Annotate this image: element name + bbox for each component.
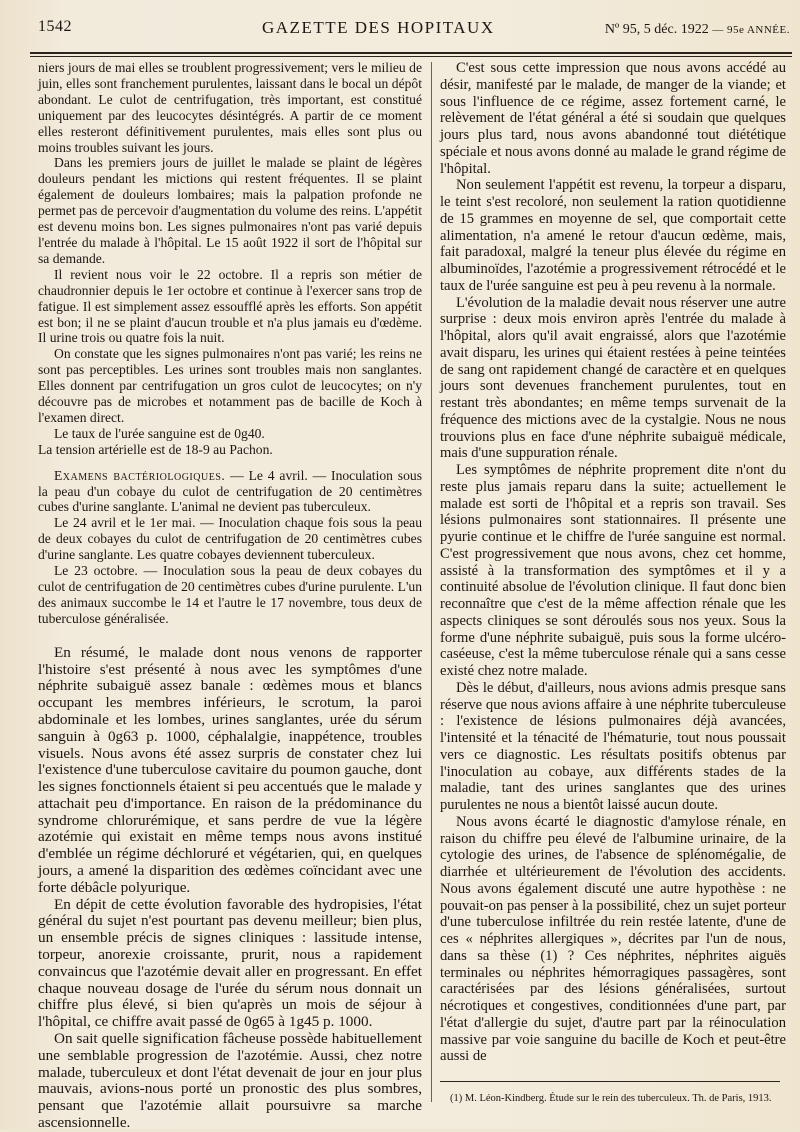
paragraph: Le 23 octobre. — Inoculation sous la peau de deux cobayes du culot de centrifugation de 20 centimètres cubes d'urine purulente. L'un des animaux succombe le 14 et l'autre le 17 novembre, tous deux de tuberculose généralisée. xyxy=(38,563,422,626)
paragraph: L'évolution de la maladie devait nous réserver une autre surprise : deux mois environ après l'entrée du malade à l'hôpital, alors qu'il avait engraissé, alors que l'azotémie avait disparu, les urines qui étaient restées à peine teintées de sang ont rapidement changé de caractère et en quelques jours sont devenues franchement purulentes, tout en restant très abondantes; en même temps survenait de la fréquence des mictions avec de la cystalgie. Nous ne nous trouvions plus en face d'une néphrite subaiguë médicale, mais d'une suppuration rénale. xyxy=(440,294,786,462)
paragraph: Il revient nous voir le 22 octobre. Il a repris son métier de chaudronnier depuis le 1er octobre et continue à l'exercer sans trop de fatigue. Il est simplement assez essoufflé après les efforts. Son appétit est bon; il ne se plaint d'aucun trouble et n'a plus jamais eu d'œdème. Il urine trois ou quatre fois la nuit. xyxy=(38,266,422,346)
paragraph: La tension artérielle est de 18-9 au Pachon. xyxy=(38,441,273,457)
paragraph: Les symptômes de néphrite proprement dite n'ont du reste plus jamais reparu dans la suite; actuellement le malade est sorti de l'hôpital et a repris son travail. Ses lésions pulmonaires sont stationnaires. Il présente une pyurie continue et le chiffre de l'urée sanguine est normal. C'est progressivement que nous avons, chez cet homme, assisté à la transformation des symptômes et il y a continuité absolue de l'évolution clinique. Il faut donc bien reconnaître que c'est de la même affection rénale que les aspects cliniques se sont déroulés sous nos yeux. Sous la forme d'une néphrite subaiguë, puis sous la forme ulcéro-caséeuse, c'est la même tuberculose rénale qui a sans cesse existé chez notre malade. xyxy=(440,462,786,679)
year-label: — 95e ANNÉE. xyxy=(712,24,790,36)
footnote: (1) M. Léon-Kindberg. Étude sur le rein des tuberculeux. Th. de Paris, 1913. xyxy=(450,1093,772,1104)
section-lead-in: Examens bactériologiques. xyxy=(54,467,226,483)
paragraph: Nous avons écarté le diagnostic d'amylose rénale, en raison du chiffre peu élevé de l'albumine urinaire, de la cytologie des urines, de l'absence de splénomégalie, de diarrhée et ultérieurement de l'évolution des accidents. Nous avons également discuté une autre hypothèse : ne pouvait-on pas penser à la possibilité, chez un sujet porteur d'une tuberculose infiltrée du rein restée latente, d'une de ces « néphrites allergiques », décrites par l'un de nous, dans sa thèse (1) ? Ces néphrites, néphrites aiguës terminales ou néphrites hémorragiques passagères, sont caractérisées par des lésions généralisées, surtout nécrotiques et congestives, conditionnées d'une part, par l'état d'allergie du sujet, d'autre part par la réinoculation massive par voie sanguine du bacille de Koch et peut-être aussi de xyxy=(440,813,786,1065)
paragraph: C'est sous cette impression que nous avons accédé au désir, manifesté par le malade, de manger de la viande; et sous l'influence de ce régime, assez fortement carné, le relèvement de l'état général a été si soudain que quelques jours plus tard, nous avons abandonné tout diététique spéciale et nous avons donné au malade le grand régime de l'hôpital. xyxy=(440,60,786,177)
page-header xyxy=(22,18,792,50)
paragraph: Dès le début, d'ailleurs, nous avions admis presque sans réserve que nous avions affaire à une néphrite tuberculeuse : l'existence de lésions pulmonaires déjà avancées, l'intensité et la ténacité de l'hématurie, tout nous poussait vers ce diagnostic. Les résultats positifs obtenus par l'inoculation au cobaye, aux différents stades de la maladie, tant des urines sanglantes que des urines purulentes ne nous a bientôt laissé aucun doute. xyxy=(440,679,786,813)
paragraph: Non seulement l'appétit est revenu, la torpeur a disparu, le teint s'est recoloré, non seulement la ration quotidienne de 15 grammes en moyenne de sel, que comportait cette alimentation, n'a amené le retour d'aucun œdème, mais, fait paradoxal, malgré la teneur plus élevée du régime en albuminoïdes, l'azotémie a progressivement rétrocédé et le taux de l'urée sanguine est peu à peu revenu à la normale. xyxy=(440,177,786,294)
paragraph: En résumé, le malade dont nous venons de rapporter l'histoire s'est présenté à nous avec les symptômes d'une néphrite subaiguë assez banale : œdèmes mous et blancs occupant les membres inférieurs, le scrotum, la paroi abdominale et les lombes, urines sanglantes, urée du sérum sanguin à 0g63 p. 1000, céphalalgie, inappétence, troubles visuels. Nous avons été assez surpris de constater chez lui l'existence d'une tuberculose cavitaire du poumon gauche, dont les signes fonctionnels étaient si peu accentués que le malade y attachait peu d'importance. En raison de la prédominance du syndrome chlorurémique, et sans perdre de vue la légère azotémie qui existait en même temps nous avons institué d'emblée un régime déchloruré et végétarien, qui, en quelques jours, a amené la disparition des œdèmes coïncidant avec une forte débâcle polyurique. xyxy=(38,643,422,896)
paragraph: On constate que les signes pulmonaires n'ont pas varié; les reins ne sont pas perceptibles. Les urines sont troubles mais non sanglantes. Elles donnent par centrifugation un gros culot de leucocytes; on n'y découvre pas de microbes et notamment pas de bacille de Koch à l'examen direct. xyxy=(38,346,422,425)
right-column xyxy=(440,60,786,1105)
issue-info xyxy=(605,22,790,38)
journal-title: GAZETTE DES HOPITAUX xyxy=(262,18,495,37)
paragraph: On sait quelle signification fâcheuse possède habituellement une semblable progression de l'azotémie. Aussi, chez notre malade, tuberculeux et dont l'état devenait de jour en jour plus mauvais, avions-nous porté un pronostic des plus sombres, pensant que l'azotémie allait poursuivre sa marche ascensionnelle. xyxy=(38,1030,422,1132)
header-rule-thin xyxy=(30,56,792,57)
issue-date: Nº 95, 5 déc. 1922 xyxy=(604,22,709,37)
bacteriology-paragraph xyxy=(38,468,422,516)
page-number: 1542 xyxy=(38,18,72,35)
paragraph: niers jours de mai elles se troublent progressivement; vers le milieu de juin, elles sont franchement purulentes, laissant dans le bocal un dépôt abondant. Le culot de centrifugation, très important, est constitué uniquement par des leucocytes désintégrés. A partir de ce moment elles resteront définitivement purulentes, mais elles sont plus ou moins troubles suivant les jours. xyxy=(38,60,422,155)
paragraph: Le 24 avril et le 1er mai. — Inoculation chaque fois sous la peau de deux cobayes du culot de centrifugation de 20 centimètres cubes d'urine sanglante. Les quatre cobayes deviennent tuberculeux. xyxy=(38,515,422,563)
paragraph-text: — Le 4 avril. — Inoculation sous la peau d'un cobaye du culot de centrifugation de 20 centimètres cubes d'urine sanglante. L'animal ne devient pas tuberculeux. xyxy=(38,467,422,515)
column-divider xyxy=(431,62,432,1102)
left-column xyxy=(38,60,422,1132)
paragraph: En dépit de cette évolution favorable des hydropisies, l'état général du sujet n'est pourtant pas devenu meilleur; bien plus, un ensemble précis de signes cliniques : lassitude intense, torpeur, anorexie croissante, prurit, nous a rapidement convaincus que l'azotémie devait aller en progressant. En effet chaque nouveau dosage de l'urée du sérum nous donnait un chiffre plus élevé, si bien qu'après un mois de séjour à l'hôpital, ce chiffre avait passé de 0g65 à 1g45 p. 1000. xyxy=(38,895,422,1031)
footnote-rule xyxy=(440,1081,780,1082)
paragraph: Dans les premiers jours de juillet le malade se plaint de légères douleurs pendant les mictions qui restent fréquentes. Il se plaint également de douleurs lombaires; mais la palpation profonde ne permet pas de percevoir d'augmentation du volume des reins. L'appétit est devenu moins bon. Les signes pulmonaires n'ont pas varié depuis l'entrée du malade à l'hôpital. Le 15 août 1922 il sort de l'hôpital sur sa demande. xyxy=(38,155,422,266)
header-rule xyxy=(30,52,792,54)
paragraph: Le taux de l'urée sanguine est de 0g40. xyxy=(54,425,265,441)
